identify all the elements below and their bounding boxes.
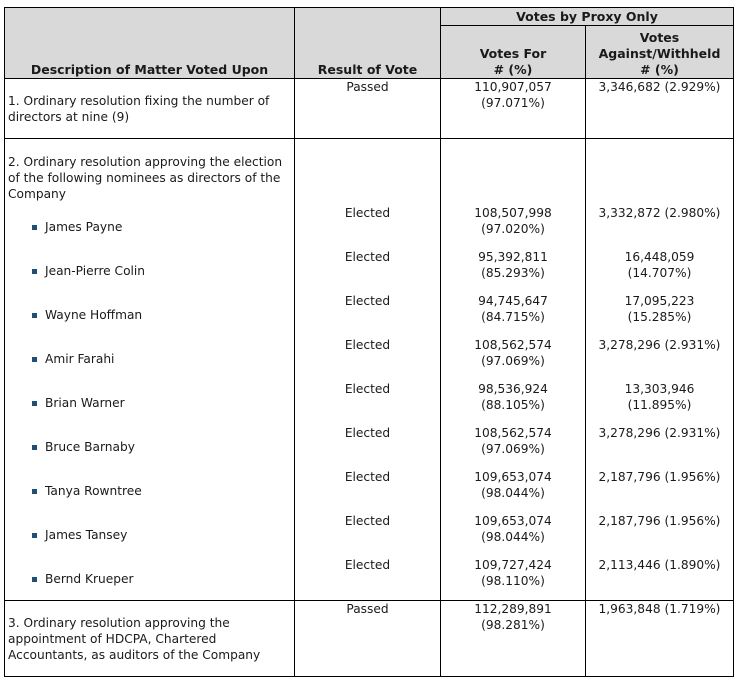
nominee-result: Elected — [295, 381, 441, 425]
votes-for-percent: (84.715%) — [481, 309, 545, 324]
header-votes-against-label: Votes Against/Withheld — [598, 30, 721, 61]
votes-against-percent: (11.895%) — [627, 397, 692, 412]
resolution-row — [5, 139, 734, 205]
header-description: Description of Matter Voted Upon — [5, 8, 295, 79]
votes-for-percent: (98.110%) — [481, 573, 545, 588]
votes-for-percent: (97.071%) — [481, 96, 545, 110]
bullet-icon — [32, 269, 37, 274]
votes-for-count: 98,536,924 — [478, 381, 548, 396]
nominee-result: Elected — [295, 249, 441, 293]
nominee-row — [5, 293, 734, 337]
nominee-row — [5, 557, 734, 601]
nominee-row — [5, 469, 734, 513]
votes-for-count: 109,653,074 — [474, 469, 552, 484]
nominee-result: Elected — [295, 425, 441, 469]
votes-against-count: 17,095,223 — [624, 293, 695, 308]
nominee-result: Elected — [295, 205, 441, 249]
nominee-row — [5, 205, 734, 249]
votes-against-count: 3,278,296 (2.931%) — [598, 425, 721, 440]
nominee-name: Bernd Krueper — [45, 571, 134, 586]
nominee-name: Amir Farahi — [45, 351, 115, 366]
nominee-name: Tanya Rowntree — [45, 483, 142, 498]
nominee-row — [5, 381, 734, 425]
nominee-name: Jean-Pierre Colin — [45, 263, 146, 278]
votes-for-count: 110,907,057 — [474, 80, 552, 94]
votes-against-count: 2,187,796 (1.956%) — [598, 513, 721, 528]
nominee-result: Elected — [295, 469, 441, 513]
nominee-result: Elected — [295, 557, 441, 601]
bullet-icon — [32, 401, 37, 406]
nominee-name: Brian Warner — [45, 395, 125, 410]
votes-against-percent: (14.707%) — [627, 265, 692, 280]
votes-for-percent: (97.069%) — [481, 353, 545, 368]
votes-for-percent: (85.293%) — [481, 265, 545, 280]
resolution-result: Passed — [295, 601, 441, 677]
votes-against-count: 3,278,296 (2.931%) — [598, 337, 721, 352]
votes-against-count: 16,448,059 — [624, 249, 695, 264]
resolution-description: 2. Ordinary resolution approving the election of the following nominees as directors of the Company — [8, 155, 283, 201]
bullet-icon — [32, 533, 37, 538]
votes-against-count: 13,303,946 — [624, 381, 695, 396]
votes-for-count: 108,562,574 — [474, 425, 552, 440]
bullet-icon — [32, 445, 37, 450]
resolution-description: 1. Ordinary resolution fixing the number of directors at nine (9) — [8, 94, 270, 124]
votes-for-count: 95,392,811 — [478, 249, 548, 264]
nominee-name: James Payne — [45, 219, 123, 234]
bullet-icon — [32, 313, 37, 318]
resolution-row — [5, 601, 734, 677]
header-votes-for-unit: # (%) — [493, 62, 533, 77]
votes-for-percent: (97.020%) — [481, 221, 545, 236]
bullet-icon — [32, 225, 37, 230]
votes-for-percent: (98.044%) — [481, 485, 545, 500]
votes-for-count: 108,562,574 — [474, 337, 552, 352]
header-votes-against-unit: # (%) — [640, 62, 679, 77]
votes-for-percent: (98.044%) — [481, 529, 545, 544]
nominee-result: Elected — [295, 293, 441, 337]
nominee-row — [5, 249, 734, 293]
voting-results-table — [4, 7, 734, 677]
header-proxy-group: Votes by Proxy Only — [441, 8, 734, 26]
votes-against-count: 2,113,446 (1.890%) — [598, 557, 721, 572]
bullet-icon — [32, 489, 37, 494]
votes-against-count: 3,332,872 (2.980%) — [598, 205, 721, 220]
votes-for-percent: (88.105%) — [481, 397, 545, 412]
votes-for-count: 94,745,647 — [478, 293, 548, 308]
votes-for-percent: (98.281%) — [481, 618, 545, 632]
bullet-icon — [32, 357, 37, 362]
nominee-name: Bruce Barnaby — [45, 439, 135, 454]
bullet-icon — [32, 577, 37, 582]
header-votes-for-label: Votes For — [479, 46, 547, 61]
resolution-row — [5, 79, 734, 139]
nominee-result: Elected — [295, 513, 441, 557]
votes-for-count: 109,727,424 — [474, 557, 552, 572]
votes-for-count: 112,289,891 — [474, 602, 552, 616]
nominee-row — [5, 337, 734, 381]
votes-against-percent: (15.285%) — [627, 309, 692, 324]
nominee-result: Elected — [295, 337, 441, 381]
header-votes-for — [441, 26, 586, 79]
nominee-name: James Tansey — [45, 527, 128, 542]
votes-against-count: 2,187,796 (1.956%) — [598, 469, 721, 484]
nominee-row — [5, 513, 734, 557]
resolution-result: Passed — [295, 79, 441, 139]
votes-for-percent: (97.069%) — [481, 441, 545, 456]
votes-against: 3,346,682 (2.929%) — [586, 79, 734, 139]
votes-against: 1,963,848 (1.719%) — [586, 601, 734, 677]
resolution-description: 3. Ordinary resolution approving the appointment of HDCPA, Chartered Accountants, as auditors of the Company — [8, 616, 261, 662]
votes-for-count: 109,653,074 — [474, 513, 552, 528]
votes-for-count: 108,507,998 — [474, 205, 552, 220]
nominee-row — [5, 425, 734, 469]
header-votes-against — [586, 26, 734, 79]
header-result: Result of Vote — [295, 8, 441, 79]
nominee-name: Wayne Hoffman — [45, 307, 143, 322]
